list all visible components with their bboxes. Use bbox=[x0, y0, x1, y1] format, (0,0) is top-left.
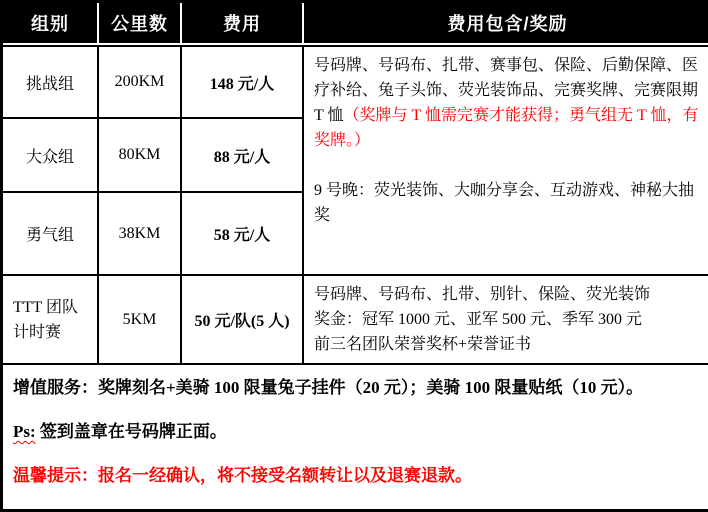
group-fee: 88 元/人 bbox=[182, 119, 304, 193]
header-distance: 公里数 bbox=[99, 3, 182, 45]
value-added-note: 增值服务：奖牌刻名+美骑 100 限量兔子挂件（20 元）；美骑 100 限量贴纸（10 元）。 bbox=[13, 378, 644, 397]
header-row bbox=[3, 3, 708, 45]
header-group: 组别 bbox=[3, 3, 99, 45]
header-includes: 费用包含/奖励 bbox=[304, 3, 708, 45]
benefits-included-black: 号码牌、号码布、扎带、赛事包、保险、后勤保障、医疗补给、兔子头饰、荧光装饰品、完赛奖牌、完赛限期 T 恤 bbox=[314, 57, 699, 124]
group-name: TTT 团队计时赛 bbox=[3, 276, 99, 365]
group-name: 大众组 bbox=[3, 119, 99, 193]
warning-note: 温馨提示：报名一经确认，将不接受名额转让以及退赛退款。 bbox=[13, 466, 472, 485]
group-name: 勇气组 bbox=[3, 193, 99, 276]
group-distance: 80KM bbox=[99, 119, 182, 193]
benefits-evening: 9 号晚：荧光装饰、大咖分享会、互动游戏、神秘大抽奖 bbox=[314, 182, 695, 224]
group-distance: 38KM bbox=[99, 193, 182, 276]
ps-text: 签到盖章在号码牌正面。 bbox=[35, 422, 227, 441]
footer-notes-cell bbox=[3, 365, 708, 509]
footer-row bbox=[3, 365, 708, 509]
ttt-benefit-line: 号码牌、号码布、扎带、别针、保险、荧光装饰 bbox=[314, 286, 651, 303]
benefits-included-red-note: （奖牌与 T 恤需完赛才能获得；勇气组无 T 恤，有奖牌。） bbox=[314, 107, 699, 149]
benefits-included bbox=[314, 53, 703, 153]
row-ttt bbox=[3, 276, 708, 365]
group-name: 挑战组 bbox=[3, 45, 99, 119]
ttt-trophy-line: 前三名团队荣誉奖杯+荣誉证书 bbox=[314, 336, 532, 353]
ps-note bbox=[13, 421, 701, 443]
benefits-main-cell bbox=[304, 45, 708, 276]
group-fee: 58 元/人 bbox=[182, 193, 304, 276]
ps-label: Ps: bbox=[13, 422, 36, 441]
group-distance: 200KM bbox=[99, 45, 182, 119]
header-fee: 费用 bbox=[182, 3, 304, 45]
benefits-ttt-cell bbox=[304, 276, 708, 365]
group-distance: 5KM bbox=[99, 276, 182, 365]
ttt-prize-line: 奖金：冠军 1000 元、亚军 500 元、季军 300 元 bbox=[314, 311, 643, 328]
group-fee: 148 元/人 bbox=[182, 45, 304, 119]
group-fee: 50 元/队(5 人) bbox=[182, 276, 304, 365]
row-challenge bbox=[3, 45, 708, 119]
